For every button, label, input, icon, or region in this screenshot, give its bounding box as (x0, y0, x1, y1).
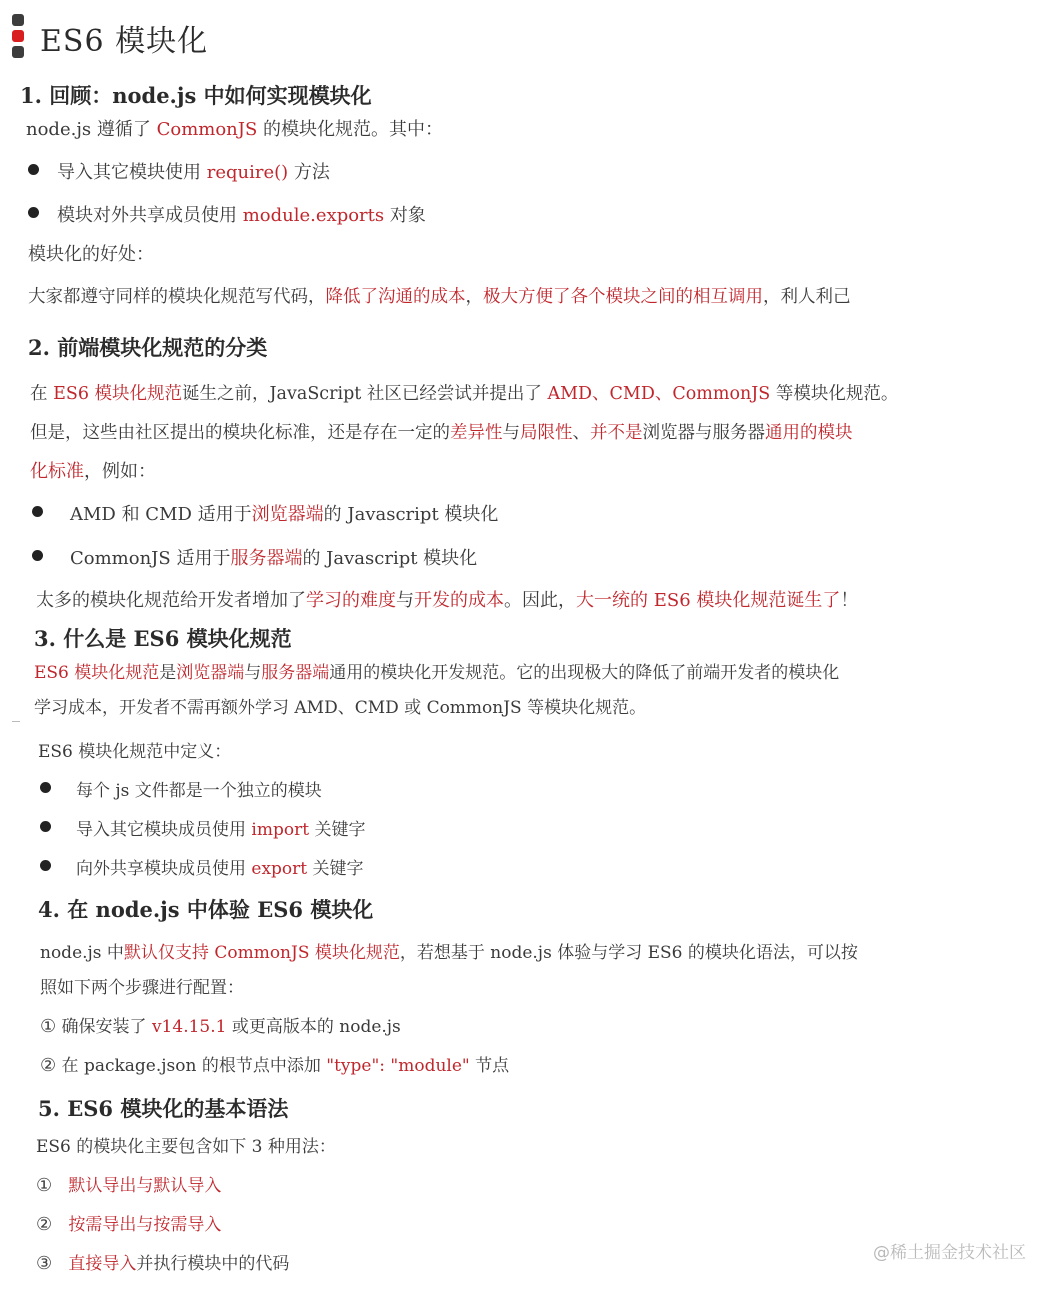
s4-paragraph-1: node.js 中默认仅支持 CommonJS 模块化规范，若想基于 node.js 体验与学习 ES6 的模块化语法，可以按 (40, 943, 858, 963)
s3-paragraph-1: ES6 模块化规范是浏览器端与服务器端通用的模块化开发规范。它的出现极大的降低了前端开发者的模块化 (34, 663, 840, 683)
s3-bullet-2: 导入其它模块成员使用 import 关键字 (76, 820, 366, 840)
title-marker-bottom (12, 46, 24, 58)
s1-bullet-2: 模块对外共享成员使用 module.exports 对象 (57, 205, 426, 226)
watermark: @稀土掘金技术社区 (873, 1243, 1026, 1263)
s5-intro: ES6 的模块化主要包含如下 3 种用法： (36, 1137, 336, 1157)
s4-step-1: ① 确保安装了 v14.15.1 或更高版本的 node.js (40, 1016, 401, 1037)
bullet-dot (40, 782, 51, 793)
s5-item-2: ② 按需导出与按需导入 (36, 1214, 222, 1235)
s3-bullet-3: 向外共享模块成员使用 export 关键字 (76, 859, 364, 879)
bullet-dot (28, 164, 39, 175)
bullet-dot (32, 550, 43, 561)
s5-item-1: ① 默认导出与默认导入 (36, 1175, 222, 1196)
section-2-heading: 2. 前端模块化规范的分类 (28, 335, 268, 360)
title-marker-mid (12, 30, 24, 42)
bullet-dot (32, 506, 43, 517)
s2-paragraph-2: 但是，这些由社区提出的模块化标准，还是存在一定的差异性与局限性、并不是浏览器与服务器通用的模块 (30, 423, 853, 443)
s3-bullet-1: 每个 js 文件都是一个独立的模块 (76, 781, 322, 801)
section-1-heading: 1. 回顾：node.js 中如何实现模块化 (20, 83, 372, 108)
bullet-dot (40, 821, 51, 832)
s1-bullet-1: 导入其它模块使用 require() 方法 (57, 162, 330, 183)
s2-paragraph-4: 太多的模块化规范给开发者增加了学习的难度与开发的成本。因此，大一统的 ES6 模块化规范诞生了！ (36, 590, 859, 611)
section-4-heading: 4. 在 node.js 中体验 ES6 模块化 (38, 897, 374, 922)
s2-paragraph-3: 化标准，例如： (30, 461, 156, 482)
title-marker-top (12, 14, 24, 26)
s5-item-3: ③ 直接导入并执行模块中的代码 (36, 1253, 290, 1274)
s3-paragraph-2: 学习成本，开发者不需再额外学习 AMD、CMD 或 CommonJS 等模块化规范。 (34, 698, 647, 718)
s2-paragraph-1: 在 ES6 模块化规范诞生之前，JavaScript 社区已经尝试并提出了 AMD、CMD、CommonJS 等模块化规范。 (30, 384, 899, 404)
section-5-heading: 5. ES6 模块化的基本语法 (38, 1096, 289, 1121)
bullet-dot (28, 207, 39, 218)
s3-definition-label: ES6 模块化规范中定义： (38, 742, 232, 762)
margin-tick (12, 721, 20, 722)
bullet-dot (40, 860, 51, 871)
section-3-heading: 3. 什么是 ES6 模块化规范 (34, 626, 292, 651)
s4-paragraph-2: 照如下两个步骤进行配置： (40, 978, 244, 998)
s4-step-2: ② 在 package.json 的根节点中添加 "type": "module" 节点 (40, 1055, 510, 1076)
s2-bullet-2: CommonJS 适用于服务器端的 Javascript 模块化 (70, 548, 478, 569)
s1-benefit: 大家都遵守同样的模块化规范写代码，降低了沟通的成本，极大方便了各个模块之间的相互调用，利人利己 (28, 287, 851, 307)
page-title: ES6 模块化 (40, 24, 209, 59)
s2-bullet-1: AMD 和 CMD 适用于浏览器端的 Javascript 模块化 (70, 504, 499, 525)
s1-benefit-label: 模块化的好处： (28, 244, 154, 265)
s1-intro: node.js 遵循了 CommonJS 的模块化规范。其中： (26, 119, 444, 140)
